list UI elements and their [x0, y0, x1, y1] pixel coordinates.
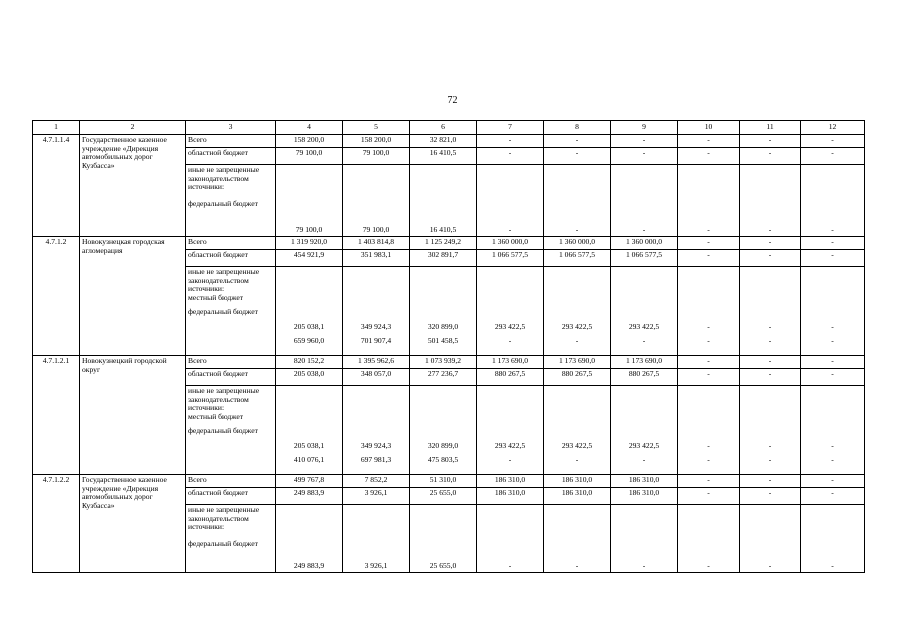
value-cell: - [740, 475, 801, 488]
value-cell: - [740, 165, 801, 237]
value-cell: 79 100,0 [276, 148, 343, 165]
column-header: 12 [801, 121, 865, 135]
value-cell: - [678, 488, 740, 505]
value-cell: 158 200,0 [276, 135, 343, 148]
value-cell: - [801, 505, 865, 573]
value-cell: 25 655,0 [410, 488, 477, 505]
value-cell: - - [678, 386, 740, 475]
value-cell: 16 410,5 [410, 165, 477, 237]
value-cell: - [740, 250, 801, 267]
value-cell: 351 983,1 [343, 250, 410, 267]
value-cell: 320 899,0 475 803,5 [410, 386, 477, 475]
row-name: Новокузнецкая городская агломерация [80, 237, 186, 356]
value-cell: - [544, 505, 611, 573]
value-cell: 293 422,5 - [611, 386, 678, 475]
row-number: 4.7.1.2.1 [33, 356, 80, 475]
source-label: областной бюджет [186, 369, 276, 386]
row-name: Государственное казенное учреждение «Дирекция автомобильных дорог Кузбасса» [80, 475, 186, 573]
value-cell: 158 200,0 [343, 135, 410, 148]
value-cell: 277 236,7 [410, 369, 477, 386]
value-cell: 79 100,0 [343, 148, 410, 165]
value-cell: - - [801, 386, 865, 475]
value-cell: 205 038,1 659 960,0 [276, 267, 343, 356]
source-label: областной бюджет [186, 250, 276, 267]
column-header: 6 [410, 121, 477, 135]
value-cell: 186 310,0 [544, 475, 611, 488]
value-cell: 293 422,5 - [477, 267, 544, 356]
value-cell: - [740, 135, 801, 148]
value-cell: - [801, 475, 865, 488]
page-number: 72 [447, 95, 458, 106]
value-cell: - [801, 148, 865, 165]
source-label: иные не запрещенные законодательством источники: федеральный бюджет [186, 505, 276, 573]
value-cell: 32 821,0 [410, 135, 477, 148]
value-cell: - [477, 165, 544, 237]
value-cell: - [740, 505, 801, 573]
value-cell: - [678, 475, 740, 488]
value-cell: 1 173 690,0 [544, 356, 611, 369]
value-cell: 186 310,0 [611, 488, 678, 505]
source-label: иные не запрещенные законодательством источники: местный бюджет федеральный бюджет [186, 386, 276, 475]
value-cell: 1 319 920,0 [276, 237, 343, 250]
value-cell: 1 395 962,6 [343, 356, 410, 369]
value-cell: 186 310,0 [611, 475, 678, 488]
table-row [33, 475, 865, 488]
value-cell: 1 073 939,2 [410, 356, 477, 369]
row-number: 4.7.1.2.2 [33, 475, 80, 573]
value-cell: 79 100,0 [343, 165, 410, 237]
value-cell: - [611, 148, 678, 165]
value-cell: 205 038,0 [276, 369, 343, 386]
value-cell: 348 057,0 [343, 369, 410, 386]
source-label: Всего [186, 135, 276, 148]
value-cell: 349 924,3 697 981,3 [343, 386, 410, 475]
row-number: 4.7.1.2 [33, 237, 80, 356]
value-cell: 293 422,5 - [544, 386, 611, 475]
value-cell: 302 891,7 [410, 250, 477, 267]
value-cell: 1 360 000,0 [477, 237, 544, 250]
value-cell: 1 403 814,8 [343, 237, 410, 250]
value-cell: - [678, 135, 740, 148]
value-cell: - [611, 135, 678, 148]
value-cell: - [740, 356, 801, 369]
value-cell: - [678, 505, 740, 573]
value-cell: - [801, 250, 865, 267]
value-cell: - [678, 369, 740, 386]
source-label: Всего [186, 475, 276, 488]
column-header: 8 [544, 121, 611, 135]
value-cell: 880 267,5 [477, 369, 544, 386]
column-header: 3 [186, 121, 276, 135]
value-cell: 79 100,0 [276, 165, 343, 237]
value-cell: 293 422,5 - [611, 267, 678, 356]
value-cell: 186 310,0 [544, 488, 611, 505]
row-name: Государственное казенное учреждение «Дирекция автомобильных дорог Кузбасса» [80, 135, 186, 237]
value-cell: - [678, 356, 740, 369]
value-cell: 186 310,0 [477, 488, 544, 505]
value-cell: - [801, 135, 865, 148]
table-row [33, 237, 865, 250]
value-cell: 880 267,5 [611, 369, 678, 386]
source-label: Всего [186, 237, 276, 250]
value-cell: 1 125 249,2 [410, 237, 477, 250]
value-cell: - - [740, 267, 801, 356]
value-cell: 3 926,1 [343, 505, 410, 573]
value-cell: 249 883,9 [276, 505, 343, 573]
table-header-row [33, 121, 865, 135]
value-cell: - [801, 165, 865, 237]
column-header: 7 [477, 121, 544, 135]
value-cell: - - [740, 386, 801, 475]
source-label: Всего [186, 356, 276, 369]
value-cell: - [611, 505, 678, 573]
value-cell: - [678, 237, 740, 250]
value-cell: - [611, 165, 678, 237]
value-cell: - [477, 148, 544, 165]
value-cell: 205 038,1 410 076,1 [276, 386, 343, 475]
value-cell: - [477, 135, 544, 148]
column-header: 5 [343, 121, 410, 135]
value-cell: 499 767,8 [276, 475, 343, 488]
value-cell: - [544, 148, 611, 165]
value-cell: 1 173 690,0 [611, 356, 678, 369]
table-row [33, 356, 865, 369]
value-cell: - [678, 148, 740, 165]
value-cell: - [740, 369, 801, 386]
column-header: 10 [678, 121, 740, 135]
value-cell: - - [678, 267, 740, 356]
value-cell: 1 066 577,5 [544, 250, 611, 267]
value-cell: 16 410,5 [410, 148, 477, 165]
value-cell: - [740, 488, 801, 505]
value-cell: 186 310,0 [477, 475, 544, 488]
source-label: областной бюджет [186, 148, 276, 165]
row-name: Новокузнецкий городской округ [80, 356, 186, 475]
column-header: 11 [740, 121, 801, 135]
value-cell: - [477, 505, 544, 573]
value-cell: 249 883,9 [276, 488, 343, 505]
value-cell: 293 422,5 - [477, 386, 544, 475]
value-cell: - - [801, 267, 865, 356]
value-cell: - [678, 165, 740, 237]
value-cell: 51 310,0 [410, 475, 477, 488]
value-cell: 25 655,0 [410, 505, 477, 573]
value-cell: 349 924,3 701 907,4 [343, 267, 410, 356]
value-cell: - [801, 237, 865, 250]
column-header: 2 [80, 121, 186, 135]
value-cell: 454 921,9 [276, 250, 343, 267]
value-cell: 293 422,5 - [544, 267, 611, 356]
value-cell: 3 926,1 [343, 488, 410, 505]
source-label: иные не запрещенные законодательством источники: федеральный бюджет [186, 165, 276, 237]
value-cell: - [801, 369, 865, 386]
table-row [33, 135, 865, 148]
column-header: 1 [33, 121, 80, 135]
value-cell: 820 152,2 [276, 356, 343, 369]
value-cell: - [740, 237, 801, 250]
value-cell: - [544, 135, 611, 148]
row-number: 4.7.1.1.4 [33, 135, 80, 237]
value-cell: 1 360 000,0 [544, 237, 611, 250]
value-cell: - [801, 488, 865, 505]
value-cell: - [740, 148, 801, 165]
value-cell: 320 899,0 501 458,5 [410, 267, 477, 356]
source-label: иные не запрещенные законодательством источники: местный бюджет федеральный бюджет [186, 267, 276, 356]
column-header: 4 [276, 121, 343, 135]
value-cell: - [678, 250, 740, 267]
value-cell: 880 267,5 [544, 369, 611, 386]
source-label: областной бюджет [186, 488, 276, 505]
value-cell: 1 360 000,0 [611, 237, 678, 250]
value-cell: - [544, 165, 611, 237]
value-cell: - [801, 356, 865, 369]
value-cell: 1 173 690,0 [477, 356, 544, 369]
value-cell: 1 066 577,5 [477, 250, 544, 267]
column-header: 9 [611, 121, 678, 135]
value-cell: 7 852,2 [343, 475, 410, 488]
value-cell: 1 066 577,5 [611, 250, 678, 267]
funding-table [32, 120, 865, 573]
